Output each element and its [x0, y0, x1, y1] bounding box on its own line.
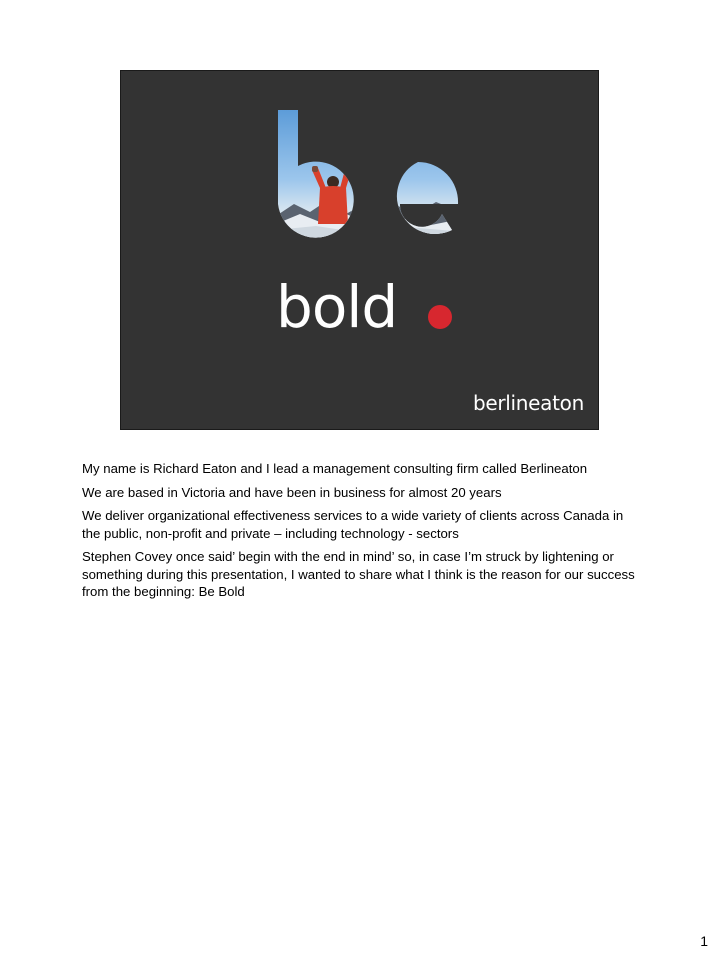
bold-wordmark: [276, 271, 466, 341]
slide-thumbnail: [120, 70, 599, 430]
page-number: 1: [700, 933, 708, 949]
bold-text: bold: [276, 273, 398, 341]
notes-paragraph: We deliver organizational effectiveness services to a wide variety of clients across Canada in the public, non-profit and private – including technology - sectors: [82, 508, 624, 541]
be-photo-logo: [276, 108, 466, 238]
notes-paragraph: We are based in Victoria and have been in business for almost 20 years: [82, 484, 502, 500]
red-dot-icon: [428, 305, 452, 329]
speaker-notes: [82, 460, 642, 607]
notes-paragraph: Stephen Covey once said’ begin with the end in mind’ so, in case I’m struck by lightening or something during this presentation, I wanted to share what I think is the reason for our success from the beginning: Be Bold: [82, 549, 635, 599]
brand-wordmark: berlineaton: [472, 391, 584, 415]
notes-paragraph: My name is Richard Eaton and I lead a management consulting firm called Berlineaton: [82, 461, 588, 476]
